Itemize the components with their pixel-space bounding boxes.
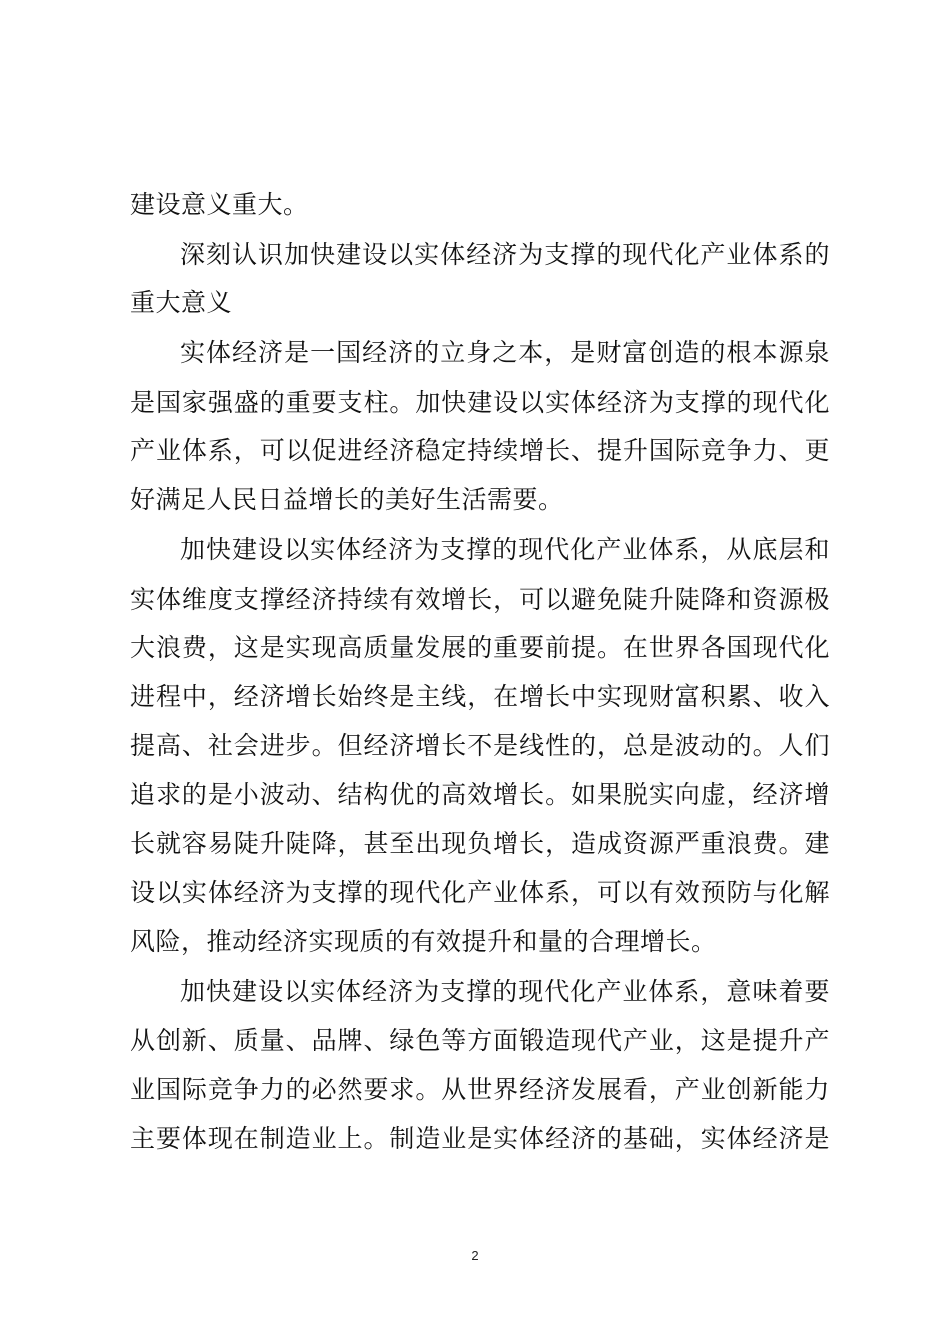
paragraph-line: 加快建设以实体经济为支撑的现代化产业体系，从底层和 (180, 535, 830, 564)
paragraph-line: 风险，推动经济实现质的有效提升和量的合理增长。 (130, 927, 717, 956)
paragraph-line: 是国家强盛的重要支柱。加快建设以实体经济为支撑的现代化 (130, 388, 830, 417)
paragraph-line: 进程中，经济增长始终是主线，在增长中实现财富积累、收入 (130, 682, 830, 711)
paragraph-line: 实体经济是一国经济的立身之本，是财富创造的根本源泉 (180, 338, 830, 367)
paragraph-line: 追求的是小波动、结构优的高效增长。如果脱实向虚，经济增 (130, 780, 830, 809)
paragraph-line: 产业体系，可以促进经济稳定持续增长、提升国际竞争力、更 (130, 436, 830, 465)
paragraph-line: 主要体现在制造业上。制造业是实体经济的基础，实体经济是 (130, 1124, 830, 1153)
paragraph-line: 业国际竞争力的必然要求。从世界经济发展看，产业创新能力 (130, 1075, 830, 1104)
text-line: 建设意义重大。 (130, 190, 309, 219)
paragraph-line: 长就容易陡升陡降，甚至出现负增长，造成资源严重浪费。建 (130, 829, 830, 858)
paragraph-line: 好满足人民日益增长的美好生活需要。 (130, 485, 564, 514)
page-number: 2 (471, 1248, 479, 1263)
paragraph-line: 提高、社会进步。但经济增长不是线性的，总是波动的。人们 (130, 731, 830, 760)
paragraph-line: 从创新、质量、品牌、绿色等方面锻造现代产业，这是提升产 (130, 1026, 830, 1055)
section-heading-line: 重大意义 (130, 288, 233, 317)
paragraph-line: 大浪费，这是实现高质量发展的重要前提。在世界各国现代化 (130, 633, 830, 662)
paragraph-line: 实体维度支撑经济持续有效增长，可以避免陡升陡降和资源极 (130, 585, 830, 614)
paragraph-line: 设以实体经济为支撑的现代化产业体系，可以有效预防与化解 (130, 878, 830, 907)
paragraph-line: 加快建设以实体经济为支撑的现代化产业体系，意味着要 (180, 977, 830, 1006)
section-heading-line: 深刻认识加快建设以实体经济为支撑的现代化产业体系的 (180, 240, 830, 269)
